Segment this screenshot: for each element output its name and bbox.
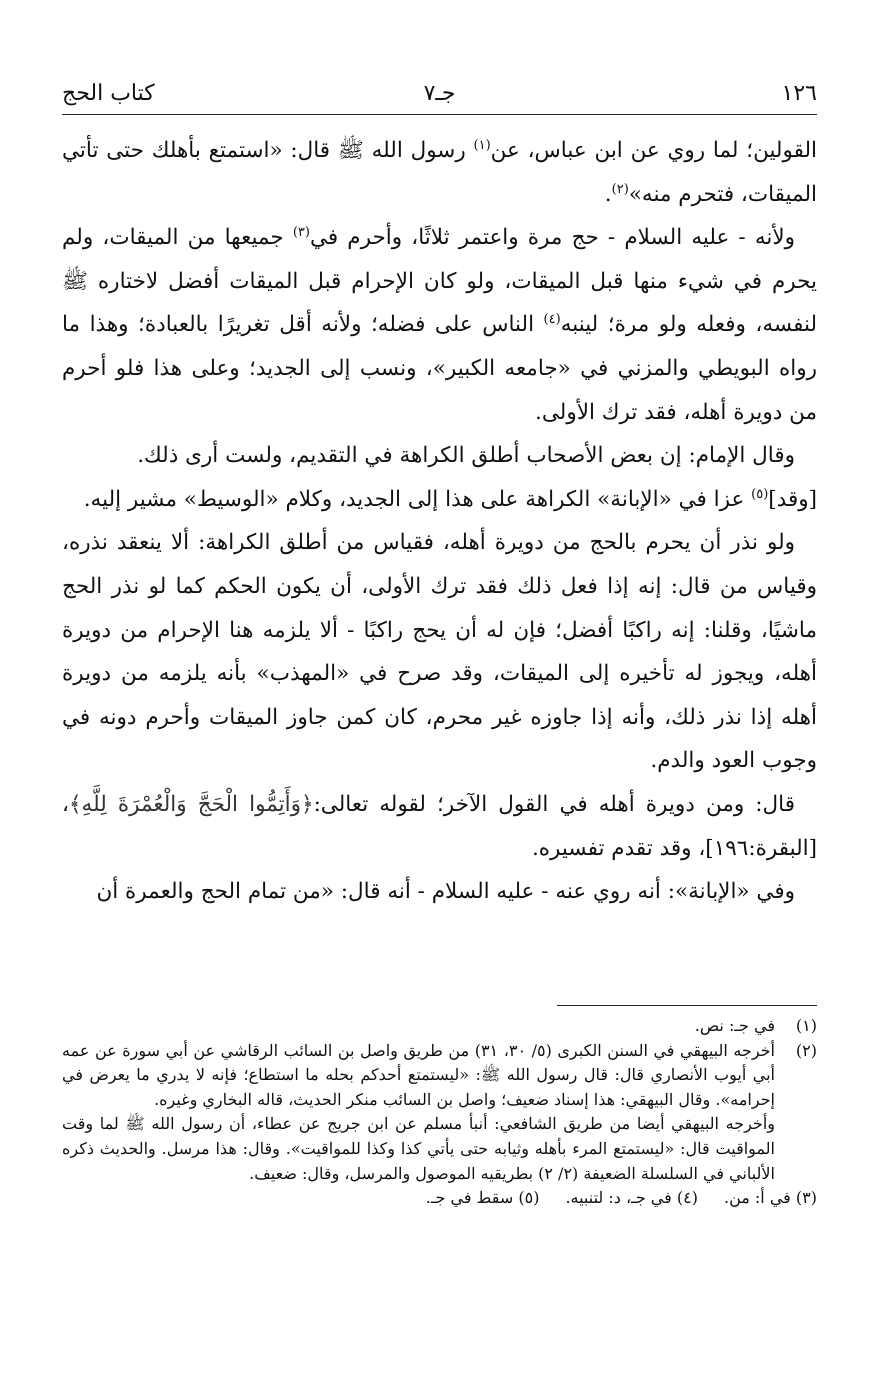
paragraph-5: ولو نذر أن يحرم بالحج من دويرة أهله، فقياس من أطلق الكراهة: ألا ينعقد نذره، وقياس من قال: إنه إذا فعل ذلك فقد ترك الأولى، أن يكون الحكم كما لو نذر الحج ماشيًا، وقلنا: إنه راكبًا أفضل؛ فإن له أن يحج راكبًا - ألا يلزمه هنا الإحرام من دويرة أهله، ويجوز له تأخيره إلى الميقات، وقد صرح في «المهذب» بأنه يلزمه من دويرة أهله إذا نذر ذلك، وأنه إذا جاوزه غير محرم، كان كمن جاوز الميقات وأحرم دونه في وجوب العود والدم. [62,530,817,774]
footnote-5 [426,1186,540,1211]
footnote-number: (١) [795,1016,817,1035]
text: قال: ومن دويرة أهله في القول الآخر؛ لقوله تعالى: [313,791,795,817]
text: عزا في «الإبانة» الكراهة على هذا إلى الجديد، وكلام «الوسيط» مشير إليه. [83,486,752,512]
book-title: كتاب الحج [62,81,155,106]
footnote-divider [557,1005,817,1006]
text: الناس على فضله؛ ولأنه أقل تغريرًا بالعبادة؛ وهذا ما رواه البويطي والمزني في «جامعه الكبير»، ونسب إلى الجديد؛ وعلى هذا فلو أحرم من دويرة أهله، فقد ترك الأولى. [62,312,817,425]
text: جميعها من الميقات، ولم يحرم في شيء منها قبل الميقات، ولو كان الإحرام قبل الميقات أفضل لاختاره ﷺ لنفسه، وفعله ولو مرة؛ لينبه [62,225,817,338]
footnote-number: (٢) [795,1040,817,1060]
footnote-ref-5[interactable]: (٥) [751,486,769,502]
footnote-ref-2[interactable]: (٢) [611,181,629,197]
text: [وقد] [768,486,817,512]
text: ولأنه - عليه السلام - حج مرة واعتمر ثلاثًا، وأحرم في [309,225,795,251]
text: القولين؛ لما روي عن ابن عباس، عن [490,138,817,163]
paragraph-7: وفي «الإبانة»: أنه روي عنه - عليه السلام - أنه قال: «من تمام الحج والعمرة أن [96,879,795,905]
text: ، [البقرة:١٩٦]، وقد تقدم تفسيره. [62,791,817,861]
footnotes [62,1005,817,1211]
paragraph-1 [62,129,817,216]
footnote-number: (٥) [518,1188,540,1208]
text: . [604,181,612,207]
paragraph-3: وقال الإمام: إن بعض الأصحاب أطلق الكراهة في التقديم، ولست أرى ذلك. [137,443,795,469]
page [62,78,817,1334]
footnote-2 [62,1039,817,1113]
footnote-text: سقط في جـ. [425,1188,514,1208]
footnote-text: أخرجه البيهقي في السنن الكبرى (٥/ ٣٠، ٣١) من طريق واصل بن السائب الرقاشي عن أبي سورة عن عمه أبي أيوب الأنصاري قال: قال رسول الله ﷺ: «ليستمتع أحدكم بحله ما استطاع؛ فإنه لا يدري ما يعرض في إحرامه». وقال البيهقي: هذا إسناد ضعيف؛ واصل بن السائب منكر الحديث، قاله البخاري وغيره. [62,1040,775,1109]
footnote-ref-4[interactable]: (٤) [543,312,561,328]
paragraph-2 [62,216,817,434]
footnote-number: (٣) [795,1188,817,1208]
paragraph-6 [62,783,817,870]
main-text [62,129,817,914]
footnote-2-continued: وأخرجه البيهقي أيضا من طريق الشافعي: أنبأ مسلم عن ابن جريج عن عطاء، أن رسول الله ﷺ لما وقت المواقيت قال: «ليستمتع المرء بأهله وثيابه حتى يأتي كذا وكذا للمواقيت». وقال: هذا مرسل. والحديث ذكره الألباني في السلسلة الضعيفة (٢/ ٢) بطريقيه الموصول والمرسل، وقال: ضعيف. [62,1114,775,1183]
footnote-3 [724,1186,817,1211]
text: رسول الله ﷺ قال: «استمتع بأهلك حتى تأتي الميقات، فتحرم منه» [62,138,817,207]
footnote-number: (٤) [676,1188,698,1208]
running-header [62,78,817,115]
paragraph-4 [62,478,817,522]
footnote-text: في أ: من. [723,1188,791,1208]
footnote-ref-1[interactable]: (١) [473,137,491,153]
footnote-1 [62,1014,817,1039]
footnote-text: في جـ، د: لتنبيه. [565,1188,672,1208]
footnotes-3-5 [62,1186,817,1211]
footnote-text: في جـ: نص. [694,1016,775,1035]
page-number: ١٢٦ [781,81,817,106]
quran-verse: ﴿وَأَتِمُّوا الْحَجَّ وَالْعُمْرَةَ لِلَّهِ﴾ [68,791,314,817]
volume-label: جـ٧ [423,81,456,106]
footnote-ref-3[interactable]: (٣) [292,225,310,241]
footnote-4 [565,1186,698,1211]
